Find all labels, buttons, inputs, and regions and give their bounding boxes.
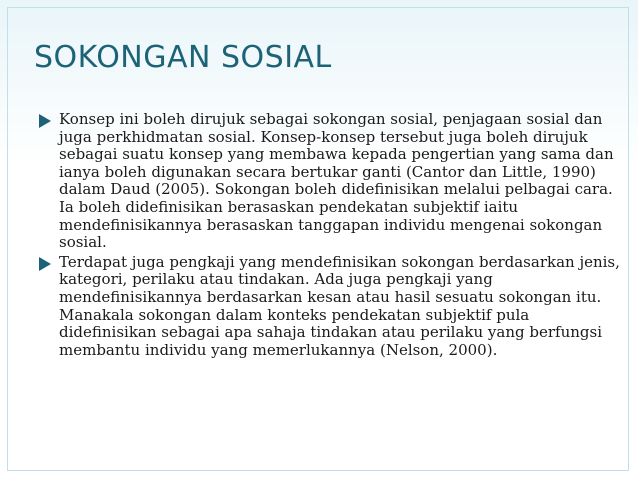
bullet-item xyxy=(38,111,628,252)
triangle-bullet-icon xyxy=(39,114,51,128)
triangle-bullet-icon xyxy=(39,257,51,271)
bullet-text: Terdapat juga pengkaji yang mendefinisikan sokongan berdasarkan jenis, kategori, perilaku atau tindakan. Ada juga pengkaji yang mendefinisikannya berdasarkan kesan atau hasil sesuatu sokongan itu. Manakala sokongan dalam konteks pendekatan subjektif pula didefinisikan sebagai apa sahaja tindakan atau perilaku yang berfungsi membantu individu yang memerlukannya (Nelson, 2000). xyxy=(59,252,620,359)
slide-title: SOKONGAN SOSIAL xyxy=(34,40,332,75)
bullet-text: Konsep ini boleh dirujuk sebagai sokongan sosial, penjagaan sosial dan juga perkhidmatan sosial. Konsep-konsep tersebut juga boleh dirujuk sebagai suatu konsep yang membawa kepada pengertian yang sama dan ianya boleh digunakan secara bertukar ganti (Cantor dan Little, 1990) dalam Daud (2005). Sokongan boleh didefinisikan melalui pelbagai cara. Ia boleh didefinisikan berasaskan pendekatan subjektif iaitu mendefinisikannya berasaskan tanggapan individu mengenai sokongan sosial. xyxy=(59,110,614,252)
bullet-list xyxy=(38,111,628,361)
bullet-item xyxy=(38,254,628,360)
